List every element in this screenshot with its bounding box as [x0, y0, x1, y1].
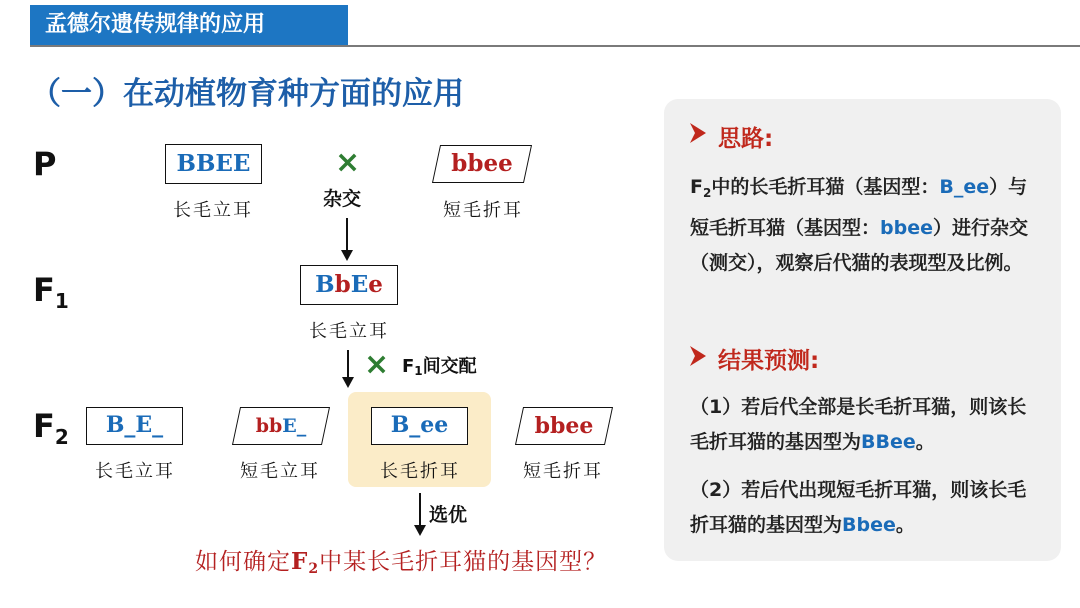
f2-genotype-4: bbee: [534, 413, 594, 439]
select-label: 选优: [429, 504, 468, 526]
result-heading: 结果预测:: [718, 348, 820, 374]
f2-genotype-2: bbE_: [255, 415, 307, 437]
generation-label-p: P: [33, 145, 57, 183]
f2-genotype-box-1: B_E_: [86, 407, 183, 445]
thinking-heading: 思路:: [718, 126, 774, 152]
f2-phenotype-2: 短毛立耳: [240, 461, 320, 482]
header-divider: [30, 45, 1080, 47]
arrow-right-icon: [690, 346, 706, 366]
arrow-line-f1-f2: [347, 350, 349, 380]
parent-genotype-right: bbee: [451, 150, 513, 177]
f1-genotype-box: BbEe: [300, 265, 398, 305]
header-title: 孟德尔遗传规律的应用: [45, 12, 266, 37]
section-title: （一）在动植物育种方面的应用: [30, 76, 464, 112]
arrow-line-p-f1: [346, 218, 348, 254]
thinking-text: $F_2$中的长毛折耳猫（基因型：B_ee）与短毛折耳猫（基因型：bbee）进行杂交（测交），观察后代猫的表现型及比例。: [690, 176, 1029, 274]
parent-phenotype-right: 短毛折耳: [443, 200, 523, 221]
result-1-text: （1）若后代全部是长毛折耳猫，则该长毛折耳猫的基因型为BBee。: [690, 396, 1027, 453]
result-2-text: （2）若后代出现短毛折耳猫，则该长毛折耳猫的基因型为Bbee。: [690, 479, 1027, 536]
f2-phenotype-4: 短毛折耳: [523, 461, 603, 482]
cross-icon: ×: [364, 347, 390, 382]
generation-label-f2: $F_2$: [33, 407, 69, 449]
arrow-line-select: [419, 493, 421, 528]
cross-icon: ×: [335, 145, 361, 180]
parent-phenotype-left: 长毛立耳: [173, 200, 253, 221]
parent-genotype-box-bbee-upper: BBEE: [165, 144, 262, 184]
question-text: 如何确定F2中某长毛折耳猫的基因型？: [195, 548, 608, 577]
arrow-down-icon: [342, 377, 354, 388]
generation-label-f1: $F_1$: [33, 271, 69, 313]
arrow-down-icon: [341, 250, 353, 261]
f1-intercross-label: F1间交配: [402, 356, 477, 378]
arrow-down-icon: [414, 525, 426, 536]
f2-genotype-box-3: B_ee: [371, 407, 468, 445]
arrow-right-icon: [690, 123, 706, 143]
f1-phenotype: 长毛立耳: [309, 321, 389, 342]
f2-phenotype-1: 长毛立耳: [95, 461, 175, 482]
f2-phenotype-3: 长毛折耳: [380, 461, 460, 482]
cross-label: 杂交: [323, 188, 362, 210]
